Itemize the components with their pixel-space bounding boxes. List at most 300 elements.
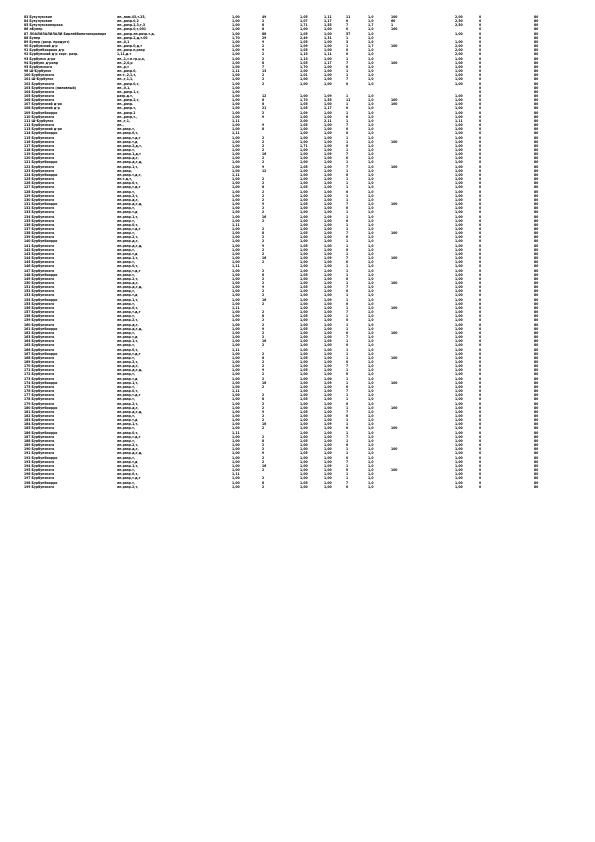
row-value-d: 1,00 <box>324 285 332 290</box>
row-value-d: 1,00 <box>324 239 332 244</box>
row-value-f: 1,0 <box>368 235 374 240</box>
row-value-f: 1,0 <box>368 172 374 177</box>
row-value-h: 1,00 <box>455 351 463 356</box>
row-mark: 80 <box>534 310 539 315</box>
row-value-h: 1,00 <box>455 355 463 360</box>
row-flag: 0 <box>479 35 482 40</box>
row-value-e: 0 <box>346 468 349 473</box>
row-value-f: 1,0 <box>368 73 374 78</box>
row-value-b: 8 <box>262 27 265 32</box>
row-flag: 0 <box>479 218 482 223</box>
row-value-e: 0 <box>346 359 349 364</box>
row-value-c: 1,05 <box>300 451 308 456</box>
row-flag: 0 <box>479 347 482 352</box>
row-value-c: 1,05 <box>300 397 308 402</box>
row-value-h: 1,00 <box>455 168 463 173</box>
row-value-c: 1,00 <box>300 114 308 119</box>
row-mark: 80 <box>534 364 539 369</box>
row-value-c: 1,05 <box>300 326 308 331</box>
row-code: лн.разр,т.д,т <box>117 351 141 356</box>
row-value-a: 1,00 <box>232 202 240 207</box>
row-value-a: 1,00 <box>232 409 240 414</box>
row-value-d: 1,00 <box>324 48 332 53</box>
row-value-f: 1,0 <box>368 131 374 136</box>
row-value-c: 1,00 <box>300 401 308 406</box>
row-value-h: 1,00 <box>455 285 463 290</box>
row-value-h: 1,00 <box>455 69 463 74</box>
row-mark: 80 <box>534 102 539 107</box>
row-flag: 0 <box>479 98 482 103</box>
row-name: 172 Бурбунского <box>24 372 55 377</box>
row-value-e: 1 <box>346 397 349 402</box>
row-value-e: 1 <box>346 160 349 165</box>
row-value-b: 2 <box>262 351 265 356</box>
row-value-h: 1,00 <box>455 106 463 111</box>
row-value-b: 16 <box>262 297 267 302</box>
row-value-c: 1,71 <box>300 143 308 148</box>
row-value-a: 1,00 <box>232 434 240 439</box>
row-value-c: 1,05 <box>300 438 308 443</box>
row-value-d: 1,00 <box>324 172 332 177</box>
row-code: лн.разр.т, <box>117 272 136 277</box>
row-value-d: 1,00 <box>324 218 332 223</box>
row-value-c: 1,05 <box>300 272 308 277</box>
row-value-h: 1,00 <box>455 272 463 277</box>
row-value-e: 1 <box>346 463 349 468</box>
row-value-h: 1,00 <box>455 247 463 252</box>
table-row <box>24 485 544 489</box>
row-value-g: 100 <box>391 256 398 261</box>
row-flag: 0 <box>479 293 482 298</box>
row-value-d: 1,00 <box>324 347 332 352</box>
row-mark: 80 <box>534 268 539 273</box>
row-value-a: 1,00 <box>232 19 240 24</box>
row-value-d: 1,00 <box>324 251 332 256</box>
row-value-b: 2 <box>262 372 265 377</box>
row-flag: 0 <box>479 156 482 161</box>
row-value-f: 1,0 <box>368 268 374 273</box>
row-mark: 80 <box>534 189 539 194</box>
row-mark: 80 <box>534 139 539 144</box>
row-value-f: 1,0 <box>368 364 374 369</box>
row-mark: 80 <box>534 393 539 398</box>
row-value-f: 1,0 <box>368 459 374 464</box>
row-value-e: 11 <box>346 15 351 19</box>
row-flag: 0 <box>479 44 482 49</box>
row-value-e: 0 <box>346 172 349 177</box>
row-value-c: 1,05 <box>300 285 308 290</box>
row-value-a: 1,00 <box>232 256 240 261</box>
row-value-d: 1,00 <box>324 243 332 248</box>
row-value-e: 0 <box>346 443 349 448</box>
row-name: 173 Бурбунского <box>24 376 55 381</box>
row-value-f: 1,0 <box>368 305 374 310</box>
row-value-c: 1,00 <box>300 264 308 269</box>
row-value-h: 1,00 <box>455 110 463 115</box>
row-value-f: 1,0 <box>368 143 374 148</box>
row-value-c: 1,00 <box>300 222 308 227</box>
row-value-f: 1,0 <box>368 472 374 477</box>
row-value-b: 2 <box>262 210 265 215</box>
row-value-d: 1,00 <box>324 364 332 369</box>
row-value-a: 1,00 <box>232 235 240 240</box>
row-value-h: 1,00 <box>455 256 463 261</box>
row-code: лн.разр.д,т,д, <box>117 451 143 456</box>
row-value-d: 1,00 <box>324 64 332 69</box>
row-value-a: 1,00 <box>232 376 240 381</box>
row-value-b: 2 <box>262 81 265 86</box>
row-value-h: 1,00 <box>455 468 463 473</box>
row-flag: 0 <box>479 19 482 24</box>
row-value-b: 2 <box>262 110 265 115</box>
row-name: 113 Бурбунский д-ро <box>24 127 62 132</box>
row-value-h: 1,00 <box>455 451 463 456</box>
row-mark: 80 <box>534 77 539 82</box>
row-value-c: 1,00 <box>300 206 308 211</box>
row-mark: 80 <box>534 60 539 65</box>
row-name: 104 Бурбунского <box>24 89 55 94</box>
row-name: 94 Бурбунк д-ропр <box>24 60 58 65</box>
row-value-c: 1,05 <box>300 368 308 373</box>
row-value-d: 1,00 <box>324 102 332 107</box>
row-value-a: 1,00 <box>232 422 240 427</box>
row-value-f: 1,0 <box>368 156 374 161</box>
row-code: лн.разр.т, <box>117 148 136 152</box>
row-value-f: 1,0 <box>368 27 374 32</box>
row-code: лн.разр.т, <box>117 438 136 443</box>
row-mark: 80 <box>534 256 539 261</box>
row-mark: 80 <box>534 264 539 269</box>
row-value-f: 1,0 <box>368 409 374 414</box>
row-flag: 0 <box>479 118 482 123</box>
row-value-e: 0 <box>346 484 349 489</box>
row-value-e: 1 <box>346 339 349 344</box>
row-value-b: 2 <box>262 148 265 152</box>
row-value-a: 1,00 <box>232 318 240 323</box>
row-code: лн.разр.д,т, <box>117 197 139 202</box>
row-value-h: 1,00 <box>455 210 463 215</box>
row-value-c: 1,00 <box>300 156 308 161</box>
row-value-b: 2 <box>262 52 265 57</box>
row-value-d: 1,00 <box>324 397 332 402</box>
row-mark: 80 <box>534 351 539 356</box>
row-value-d: 1,00 <box>324 135 332 140</box>
row-flag: 0 <box>479 314 482 319</box>
row-flag: 0 <box>479 459 482 464</box>
row-value-c: 1,00 <box>300 135 308 140</box>
row-code: лн.разр.д,т,д, <box>117 285 143 290</box>
row-value-f: 1,0 <box>368 189 374 194</box>
row-name: 107 Бурбунский д-ро <box>24 102 62 107</box>
row-value-f: 1,0 <box>368 214 374 219</box>
row-code: лн.,разр.лн.разр.т.д. <box>117 31 155 36</box>
row-code: лн.,разр,т., <box>117 114 138 119</box>
row-value-e: 0 <box>346 27 349 32</box>
row-code: лн.разр.2,т, <box>117 318 139 323</box>
row-value-b: 2 <box>262 156 265 161</box>
row-mark: 80 <box>534 202 539 207</box>
row-code: лн.разр.т, <box>117 218 136 223</box>
row-code: лн.разр.0,т, <box>117 347 139 352</box>
row-value-h: 1,00 <box>455 326 463 331</box>
row-value-a: 1,00 <box>232 455 240 460</box>
row-value-f: 1,0 <box>368 368 374 373</box>
row-name: 136 Бурбунского <box>24 222 55 227</box>
row-code: лн.разр.0,т, <box>117 264 139 269</box>
row-value-a: 1,00 <box>232 231 240 236</box>
row-value-f: 1,0 <box>368 318 374 323</box>
row-value-b: 2 <box>262 484 265 489</box>
row-value-c: 1,00 <box>300 372 308 377</box>
row-value-c: 1,05 <box>300 123 308 128</box>
row-value-c: 1,00 <box>300 310 308 315</box>
row-value-f: 1,0 <box>368 418 374 423</box>
row-name: 158 Бурбунского <box>24 314 55 319</box>
row-value-d: 1,00 <box>324 343 332 348</box>
row-value-d: 1,11 <box>324 15 332 19</box>
row-value-b: 2 <box>262 218 265 223</box>
row-value-a: 1,00 <box>232 44 240 49</box>
row-value-b: 12 <box>262 168 267 173</box>
row-value-f: 1,0 <box>368 260 374 265</box>
row-flag: 0 <box>479 310 482 315</box>
row-name: 117 Бурбунского <box>24 143 55 148</box>
row-value-h: 2,00 <box>455 15 463 19</box>
row-mark: 80 <box>534 347 539 352</box>
row-value-b: 9 <box>262 451 265 456</box>
row-code: лн.,разр.0,2 <box>117 19 139 24</box>
row-name: 112 Бурбунского <box>24 123 55 128</box>
row-name: 122 Бурбунского <box>24 164 55 169</box>
row-name: 103 Бурбунского (лиловный) <box>24 85 77 90</box>
row-value-h: 1,00 <box>455 443 463 448</box>
row-value-b: 2 <box>262 364 265 369</box>
row-code: лн.разр.0,т, <box>117 222 139 227</box>
row-value-a: 1,00 <box>232 239 240 244</box>
row-name: 101 Ш-Бурбунск <box>24 77 54 82</box>
row-mark: 80 <box>534 276 539 281</box>
row-code: лн.разр.т, <box>117 397 136 402</box>
row-mark: 80 <box>534 368 539 373</box>
row-value-c: 1,00 <box>300 93 308 98</box>
row-value-e: 1 <box>346 222 349 227</box>
row-value-d: 1,00 <box>324 455 332 460</box>
row-value-d: 1,00 <box>324 293 332 298</box>
row-value-c: 1,00 <box>300 160 308 165</box>
row-code: лн.разр.д,т,д, <box>117 409 143 414</box>
row-value-a: 1,00 <box>232 168 240 173</box>
row-name: 194 Бурбунского <box>24 463 55 468</box>
row-value-h: 1,00 <box>455 459 463 464</box>
row-value-d: 1,00 <box>324 438 332 443</box>
row-mark: 80 <box>534 397 539 402</box>
row-value-f: 1,0 <box>368 339 374 344</box>
row-value-e: 7 <box>346 434 349 439</box>
row-value-e: 0 <box>346 127 349 132</box>
row-value-e: 1 <box>346 393 349 398</box>
row-flag: 0 <box>479 93 482 98</box>
row-flag: 0 <box>479 355 482 360</box>
row-mark: 80 <box>534 339 539 344</box>
row-value-a: 1,00 <box>232 384 240 389</box>
row-value-f: 1,0 <box>368 285 374 290</box>
row-value-a: 1,00 <box>232 226 240 231</box>
row-value-c: 1,00 <box>300 359 308 364</box>
row-code: лн.разр,т.д,т <box>117 226 141 231</box>
row-value-f: 1,0 <box>368 389 374 394</box>
row-mark: 80 <box>534 193 539 198</box>
row-value-d: 1,00 <box>324 322 332 327</box>
row-value-e: 7 <box>346 409 349 414</box>
row-name: 146 Бурбунского <box>24 264 55 269</box>
row-value-g: 100 <box>391 102 398 107</box>
row-value-d: 1,00 <box>324 210 332 215</box>
row-value-h: 1,00 <box>455 297 463 302</box>
row-value-b: 8 <box>262 438 265 443</box>
row-name: 182 Бурбунского <box>24 414 55 418</box>
row-value-c: 1,05 <box>300 314 308 319</box>
row-value-c: 1,05 <box>300 231 308 236</box>
row-value-h: 1,00 <box>455 305 463 310</box>
row-code: лн.,разр.т, <box>117 106 137 111</box>
row-value-a: 1,00 <box>232 414 240 418</box>
row-name: 134 Бурбунского <box>24 214 55 219</box>
row-value-e: 0 <box>346 235 349 240</box>
row-value-d: 1,31 <box>324 35 332 40</box>
row-value-c: 1,05 <box>300 202 308 207</box>
row-value-f: 1,0 <box>368 463 374 468</box>
row-value-f: 1,0 <box>368 434 374 439</box>
row-flag: 0 <box>479 384 482 389</box>
row-code: лн.,разр.2,д,т.00 <box>117 35 148 40</box>
row-value-c: 1,00 <box>300 168 308 173</box>
row-mark: 80 <box>534 214 539 219</box>
row-name: 115 Бурбунского <box>24 135 55 140</box>
row-value-c: 2,49 <box>300 35 308 40</box>
row-value-d: 1,00 <box>324 168 332 173</box>
row-flag: 0 <box>479 39 482 44</box>
row-value-e: 1 <box>346 139 349 144</box>
row-value-f: 1,0 <box>368 430 374 435</box>
row-value-h: 1,00 <box>455 393 463 398</box>
row-value-h: 1,00 <box>455 231 463 236</box>
row-value-g: 100 <box>391 355 398 360</box>
row-value-h: 1,00 <box>455 189 463 194</box>
row-value-a: 1,00 <box>232 459 240 464</box>
row-name: 189 Бурбунского <box>24 443 55 448</box>
row-value-b: 9 <box>262 48 265 53</box>
row-value-e: 7 <box>346 335 349 340</box>
row-mark: 80 <box>534 293 539 298</box>
row-value-h: 1,00 <box>455 102 463 107</box>
row-value-a: 1,00 <box>232 85 240 90</box>
row-value-a: 1,00 <box>232 405 240 410</box>
row-value-h: 1,00 <box>455 347 463 352</box>
row-value-a: 1,00 <box>232 272 240 277</box>
row-value-a: 1,00 <box>232 156 240 161</box>
row-value-e: 1 <box>346 226 349 231</box>
row-value-a: 1,00 <box>232 339 240 344</box>
row-value-h: 1,00 <box>455 64 463 69</box>
row-mark: 80 <box>534 330 539 335</box>
row-code: лн.разр.т, <box>117 260 136 265</box>
row-value-g: 60 <box>391 19 396 24</box>
row-value-f: 1,0 <box>368 393 374 398</box>
row-flag: 0 <box>479 69 482 74</box>
row-code: лн.,разр.0,т, <box>117 81 140 86</box>
row-value-h: 1,00 <box>455 414 463 418</box>
row-value-h: 1,00 <box>455 31 463 36</box>
row-value-a: 1,00 <box>232 77 240 82</box>
row-code: лн.,2,0,р <box>117 60 133 65</box>
row-flag: 0 <box>479 372 482 377</box>
row-value-h: 1,00 <box>455 235 463 240</box>
row-value-d: 1,00 <box>324 314 332 319</box>
row-name: 148 Бурбунбоорро <box>24 272 58 277</box>
row-flag: 0 <box>479 131 482 136</box>
row-value-d: 1,17 <box>324 19 332 24</box>
row-flag: 0 <box>479 181 482 186</box>
row-mark: 80 <box>534 177 539 182</box>
row-value-f: 1,0 <box>368 455 374 460</box>
row-code: лн.разр.д,т,д, <box>117 326 143 331</box>
row-value-a: 1,00 <box>232 27 240 32</box>
row-value-a: 1,00 <box>232 343 240 348</box>
row-name: 108 Бурбунский д-р <box>24 106 60 111</box>
row-value-d: 1,00 <box>324 160 332 165</box>
row-mark: 80 <box>534 160 539 165</box>
row-value-a: 1,00 <box>232 98 240 103</box>
row-mark: 80 <box>534 380 539 385</box>
row-value-h: 1,00 <box>455 202 463 207</box>
row-value-e: 0 <box>346 260 349 265</box>
row-mark: 80 <box>534 414 539 418</box>
row-value-b: 2 <box>262 443 265 448</box>
row-value-b: 2 <box>262 310 265 315</box>
row-value-c: 1,00 <box>300 484 308 489</box>
row-value-f: 1,0 <box>368 426 374 431</box>
row-mark: 80 <box>534 389 539 394</box>
row-name: 147 Бурбунского <box>24 268 55 273</box>
row-flag: 0 <box>479 343 482 348</box>
row-value-a: 1,00 <box>232 197 240 202</box>
row-value-a: 1,00 <box>232 81 240 86</box>
row-value-b: 9 <box>262 326 265 331</box>
row-value-e: 0 <box>346 48 349 53</box>
row-name: 161 Бурбунбоорро <box>24 326 58 331</box>
row-name: 197 Бурбунского <box>24 476 55 481</box>
row-value-c: 1,00 <box>300 181 308 186</box>
row-value-b: 13 <box>262 69 267 74</box>
row-name: 183 Бурбунского <box>24 418 55 423</box>
row-value-e: 1 <box>346 251 349 256</box>
row-value-e: 1 <box>346 272 349 277</box>
row-value-b: 2 <box>262 318 265 323</box>
row-flag: 0 <box>479 226 482 231</box>
row-flag: 0 <box>479 359 482 364</box>
row-value-e: 1 <box>346 197 349 202</box>
row-code: лн.разр.т,д <box>117 251 138 256</box>
row-value-d: 1,00 <box>324 27 332 32</box>
row-flag: 0 <box>479 401 482 406</box>
row-code: лн.разр.д,т, <box>117 405 139 410</box>
row-name: 149 Бурбунского <box>24 276 55 281</box>
row-value-a: 1,00 <box>232 276 240 281</box>
row-value-b: 2 <box>262 206 265 211</box>
row-value-h: 1,00 <box>455 131 463 136</box>
row-value-g: 100 <box>391 305 398 310</box>
row-value-d: 1,00 <box>324 484 332 489</box>
